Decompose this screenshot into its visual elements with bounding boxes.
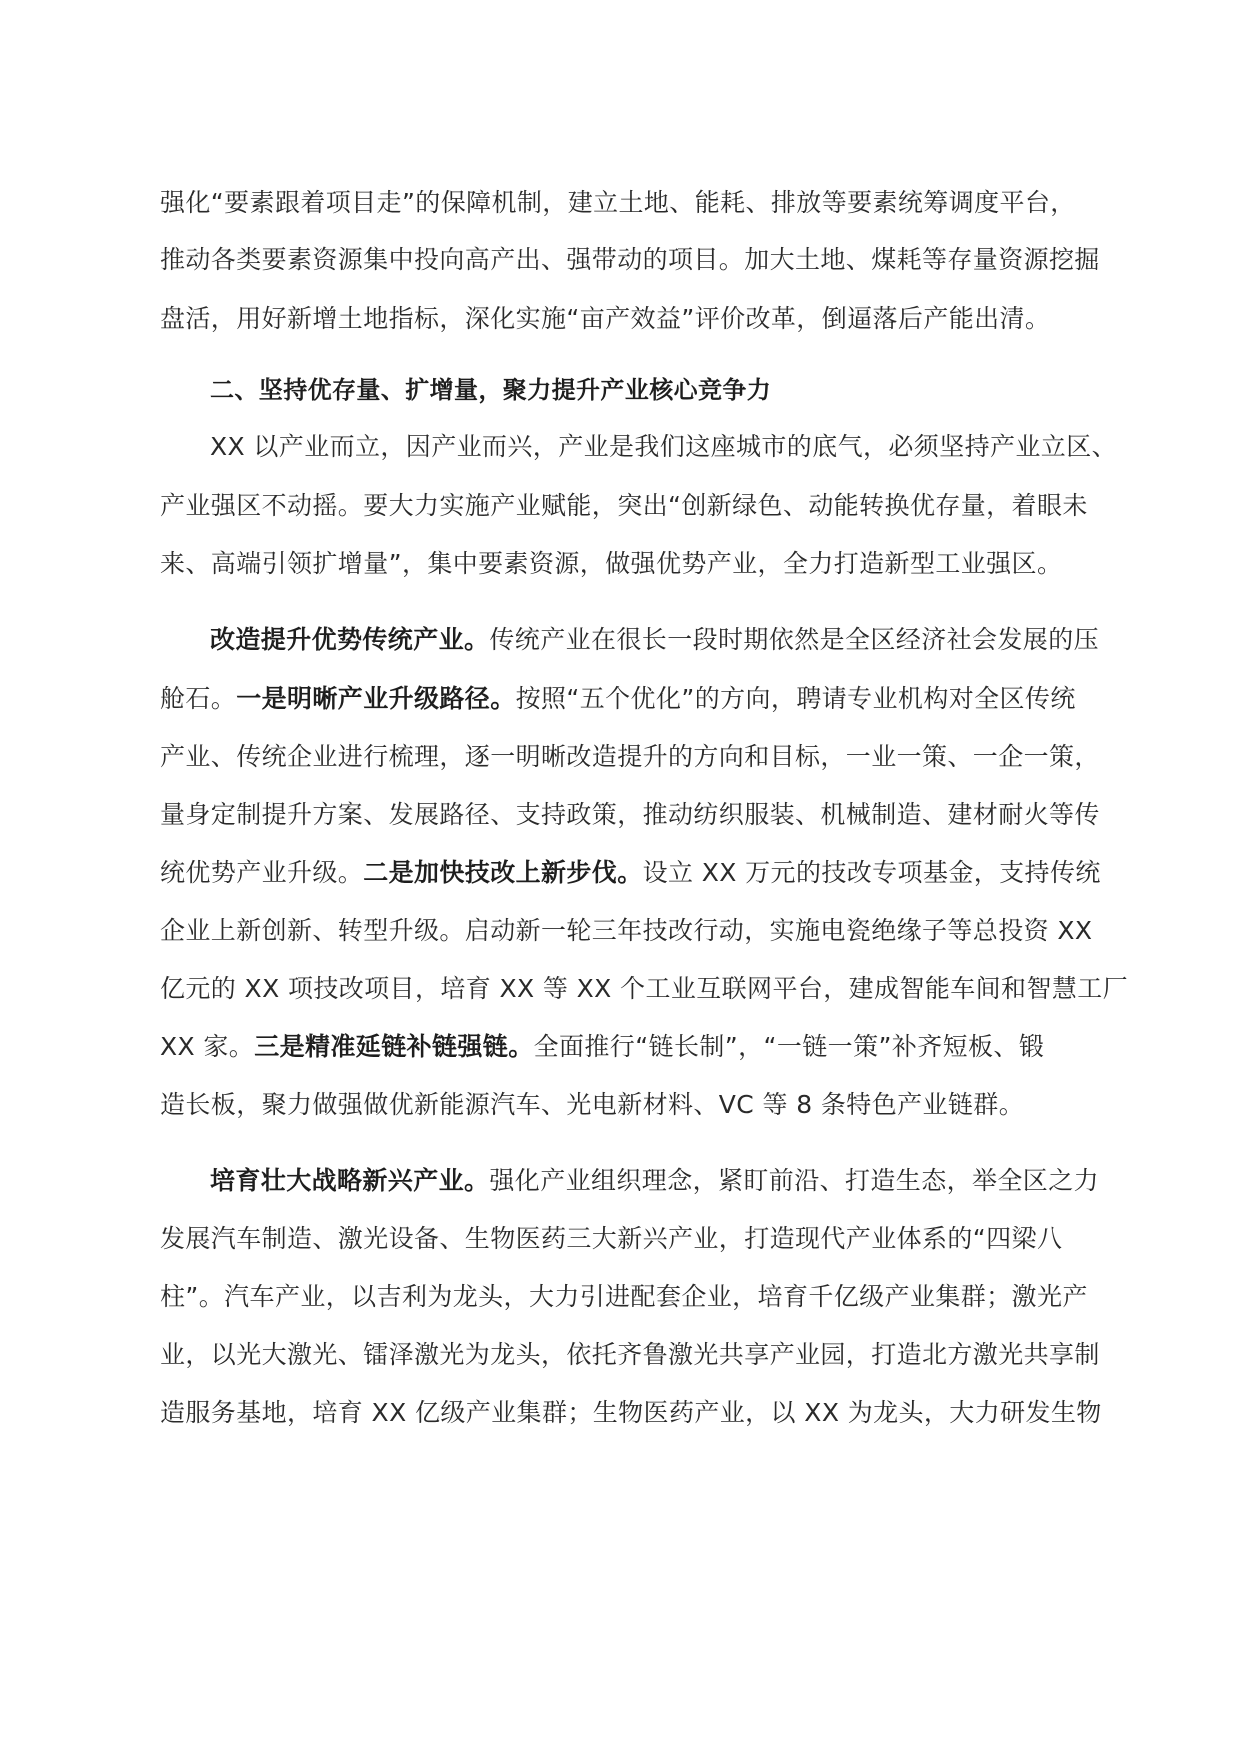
p2-line-5	[160, 856, 1101, 890]
intro-line-2: 推动各类要素资源集中投向高产出、强带动的项目。加大土地、煤耗等存量资源挖掘	[160, 245, 1100, 274]
p2-point-1-title: 一是明晰产业升级路径。	[236, 684, 516, 713]
p2-line-8-text-a: XX 家。	[160, 1032, 255, 1061]
p2-point-3-title: 三是精准延链补链强链。	[254, 1032, 534, 1061]
p2-line-8	[160, 1030, 1044, 1064]
p2-line-2	[160, 682, 1076, 716]
p2-line-5-text-b: 设立 XX 万元的技改专项基金，支持传统	[642, 858, 1101, 887]
p2-line-3: 产业、传统企业进行梳理，逐一明晰改造提升的方向和目标，一业一策、一企一策，	[160, 742, 1100, 771]
p2-line-1-text: 传统产业在很长一段时期依然是全区经济社会发展的压	[489, 625, 1100, 654]
p1-line-2: 产业强区不动摇。要大力实施产业赋能，突出“创新绿色、动能转换优存量，着眼未	[160, 491, 1088, 520]
p2-line-2-text-a: 舱石。	[160, 684, 237, 713]
p2-line-9: 造长板，聚力做强做优新能源汽车、光电新材料、VC 等 8 条特色产业链群。	[160, 1090, 1025, 1119]
p1-line-1: XX 以产业而立，因产业而兴，产业是我们这座城市的底气，必须坚持产业立区、	[210, 432, 1118, 461]
p2-line-7: 亿元的 XX 项技改项目，培育 XX 等 XX 个工业互联网平台，建成智能车间和智慧工厂	[160, 974, 1129, 1003]
p3-line-1	[210, 1164, 1099, 1198]
p2-line-6: 企业上新创新、转型升级。启动新一轮三年技改行动，实施电瓷绝缘子等总投资 XX	[160, 916, 1093, 945]
p1-line-3: 来、高端引领扩增量”，集中要素资源，做强优势产业，全力打造新型工业强区。	[160, 549, 1063, 578]
p3-line-5: 造服务基地，培育 XX 亿级产业集群；生物医药产业，以 XX 为龙头，大力研发生物	[160, 1398, 1102, 1427]
p2-line-4: 量身定制提升方案、发展路径、支持政策，推动纺织服装、机械制造、建材耐火等传	[160, 800, 1100, 829]
p3-line-2: 发展汽车制造、激光设备、生物医药三大新兴产业，打造现代产业体系的“四梁八	[160, 1224, 1063, 1253]
p2-point-2-title: 二是加快技改上新步伐。	[363, 858, 643, 887]
intro-line-1: 强化“要素跟着项目走”的保障机制，建立土地、能耗、排放等要素统筹调度平台，	[160, 188, 1076, 217]
p2-lead-title: 改造提升优势传统产业。	[210, 625, 490, 654]
p2-line-8-text-b: 全面推行“链长制”，“一链一策”补齐短板、锻	[533, 1032, 1045, 1061]
p2-line-5-text-a: 统优势产业升级。	[160, 858, 364, 887]
p2-line-2-text-b: 按照“五个优化”的方向，聘请专业机构对全区传统	[515, 684, 1076, 713]
p3-line-1-text: 强化产业组织理念，紧盯前沿、打造生态，举全区之力	[489, 1166, 1100, 1195]
section-heading: 二、坚持优存量、扩增量，聚力提升产业核心竞争力	[210, 376, 772, 404]
p3-lead-title: 培育壮大战略新兴产业。	[210, 1166, 490, 1195]
p3-line-3: 柱”。汽车产业，以吉利为龙头，大力引进配套企业，培育千亿级产业集群；激光产	[160, 1282, 1088, 1311]
intro-line-3: 盘活，用好新增土地指标，深化实施“亩产效益”评价改革，倒逼落后产能出清。	[160, 304, 1051, 333]
p2-line-1	[210, 623, 1099, 657]
p3-line-4: 业，以光大激光、镭泽激光为龙头，依托齐鲁激光共享产业园，打造北方激光共享制	[160, 1340, 1100, 1369]
